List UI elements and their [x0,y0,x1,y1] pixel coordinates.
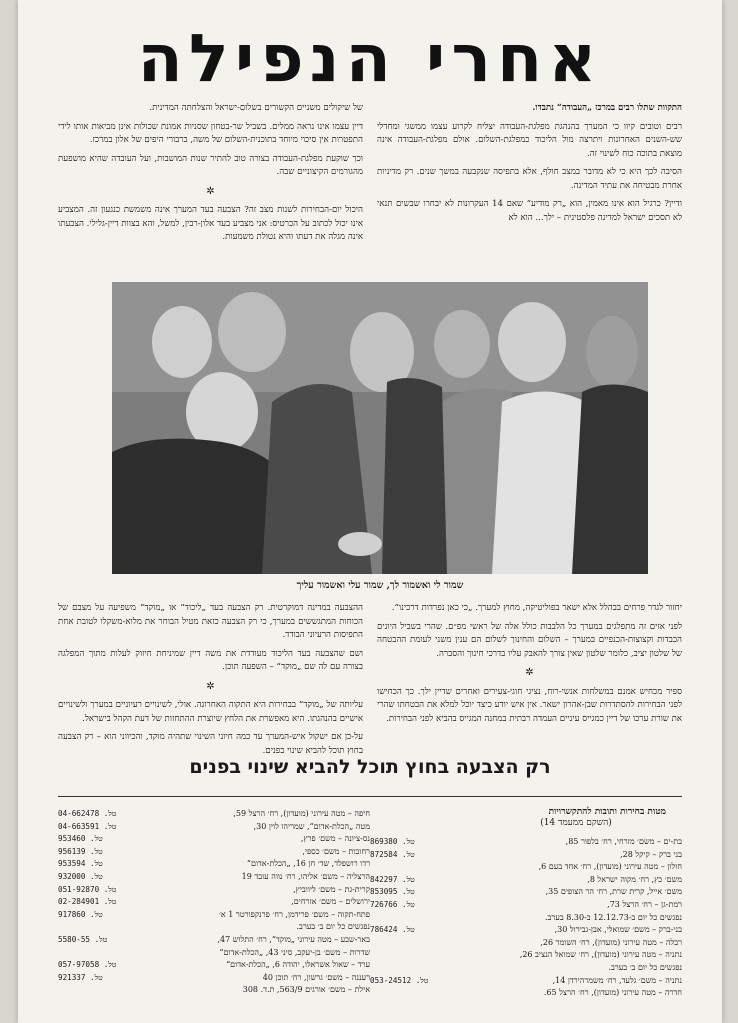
news-photo [112,282,648,574]
office-row [370,886,682,899]
campaign-offices-right-list [370,836,682,1000]
office-address: חיפה – מטה עירוני (מועדון), רח׳ הרצל 59, [233,809,370,818]
office-address: רעננה – משם׳ גרשון, רח׳ תוכן 40 [262,972,370,982]
office-phone: 932000 .טל [58,871,103,881]
office-address: חולון – מטה עירוני (מועדון), רח׳ אחד בעם 6, [538,862,682,872]
office-row [58,808,370,821]
paragraph: התקוות שתלו רבים במרכז „העבודה“ נתבדו. [532,103,682,113]
office-address: חדרה – מטה עירוני (מועדון), רח׳ הרצל 65. [543,988,682,998]
star-divider-icon: ✲ [206,185,215,197]
office-phone: 053-24512 .טל [370,975,429,985]
paragraph: ושם שהצבעה בעד הליכוד מעודדת את משה דיין שמיניחת חיזוק לעלות מתוך המפלגה בצורה עם לה שם „מוקד“ – השפעה תוכן. [58,648,363,672]
office-address: נפגשים כל יום ב׳ בערב. [608,962,682,972]
office-phone: 853095 .טל [370,887,415,897]
star-divider-icon: ✲ [525,667,534,678]
office-address: רדו רושפלד, שד׳ חן 16, „הכלת-אדום“ [246,859,370,869]
office-row [370,899,682,912]
office-row [370,962,682,975]
office-address: ערד – שאול אשראלו, יהודה 6, „הכלת-אדום“ [226,960,370,970]
office-address: רמת-גן – רח׳ הרצל 73, [607,899,682,909]
office-row [370,849,682,862]
paragraph: ההצבעה במדינה דמוקרטית. רק הצבעה בעד „ליכוד“ או „מוקד“ משפיעה על מצבם של הכוחות המתגששים במערך, כי רק הצבעה כזאת מטיל הבוחר את מלוא-משקלו לטובת אחת התפיסות הרעיוני הבודד. [58,603,363,640]
office-address: רבלה – מטה עירוני (מועדון), רח׳ השומר 26, [540,937,682,947]
top-article-right-column [377,102,682,274]
listing-subtitle: (השקם ממעמד 14) [540,818,612,828]
paragraph: ספיר מכחיש אמנם במשלחות אנשי-רוח, נציגי חוגי-צעירים ואחרים שדיין ילך. כך הכחישו לפני הבחירות להסתדרות שבן-אהרון ישאר. אין איש יודע כיצד יוכל למלא את הבטחתו שהרי את שורת ערכו של דיין כמגייס עיניים העמדה רבתית במחנה המגייס בהביא לפני הבחירות. [377,686,682,724]
office-address: נס-ציונה – משם׳ פרץ, [300,834,370,844]
paragraph: עליותה של „מוקד“ בבחירות היא התקוה האחרונה. אולי, לשינויים רעיוניים במערך ולשינויים אישיים בהנהגתו. היא מאפשרת את הלחץ שיוצרת ההתחזות של דעת הקהל בישראל. [58,700,363,724]
top-article-left-column [58,102,363,274]
office-phone: 921337 .טל [58,972,103,982]
mid-article [58,602,682,756]
office-row [58,833,370,846]
paragraph: על-כן אם ישקול איש-המערך עד כמה חיוני השינוי שתהיה מוקד, והכיווני הוא – רק הצבעה בחוץ תוכל להביא שינוי בפנים. [58,732,363,756]
office-row [58,858,370,871]
office-row [58,984,370,997]
office-row [58,884,370,897]
mid-article-right-column [377,602,682,748]
office-address: שדרות – משם׳ בן-יעקב, סיני 43, „הכלת-אדום“ [219,947,370,957]
paragraph: דיין עצמו אינו נראה ממלים. בשביל שר-בטחון שסניות אמונת שכולות אינן מביאות אותו לידי התפטרות אין סיכוי מיוחד בתוכנית-השלום של משה, ברבורי היפים של אלון במרכז. [58,121,363,145]
office-row [58,921,370,934]
office-phone: 057-97058 .טל [58,960,117,970]
office-row [58,896,370,909]
office-row [58,972,370,985]
office-phone: 04-663591 .טל [58,821,117,831]
top-article [58,102,682,274]
bottom-headline: רק הצבעה בחוץ תוכל להביא שינוי בפנים [189,756,551,778]
office-phone: 5580-55 .טל [58,934,108,944]
office-row [58,846,370,859]
office-address: הרצליה – משם׳ אליהו, רח׳ נווה עובד 19 [241,871,370,881]
paragraph: הסיבה לכך היא כי לא מדובר במצב חולף, אלא בתפיסה שנקבעה במשך שנים. רק מדיניות אחרת מבטיחה את עתיד המדינה. [377,167,682,191]
paragraph: יחזור לגדר פרחים בבהלל אלא ישאר בפוליטיקה, מחוץ למערך. „כי כאן נפרדות דרכינו“. [391,603,682,613]
office-row [370,949,682,962]
office-address: ירושלים – משם׳ אזרחים, [291,897,370,907]
group-photo-illustration [112,282,648,574]
office-row [58,871,370,884]
office-address: נפגשים כל יום ב-12.12.73 ב-8.30 בערב. [545,912,682,922]
paragraph: ודיין? כרגיל הוא אינו מאמין, הוא „רק מודיע“ שאם 14 העקרונות לא יבחרו שבשים תנאי לא תסכים ישראל למדינה פלסטינית – ילך... הוא לא [377,199,682,223]
office-address: קרית-גת – משם׳ ליווביץ, [293,884,370,894]
office-row [58,821,370,834]
office-phone: 956139 .טל [58,846,103,856]
page-headline: אחרי הנפילה [137,20,603,97]
office-phone: 917860 .טל [58,909,103,919]
office-phone: 726766 .טל [370,899,415,909]
listing-title-text: מטות בחירות ותובות להתקשרויות [548,807,666,817]
star-divider-icon: ✲ [206,680,215,692]
office-phone: 04-662478 .טל [58,809,117,818]
office-row [58,947,370,960]
office-row [370,874,682,887]
office-phone: 02-284901 .טל [58,897,117,907]
office-address: בני ברק – קיקל 28, [620,849,682,859]
paragraph: וכך שוקעת מפלגת-העבודה בצורה טוב להתיר שנות המושבות, ועל העובדה שהיא מושפעת מהגורמים הקיצוניים שבה. [58,153,363,177]
paragraph: היכול יום-הבחירות לשנות מצב זה? הצבעה בעד המערך אינה משמשת כנגעון זה. המצביע אינו יכול לכתוב על הכרטיס: אני מצביע בעד אלון-רבין, למשל, והא בצוות דיין-גלילי. הצבעתו אינה מגלה את דעתו והיא נטולת משמעות. [58,205,363,242]
office-address: משם׳ כץ, רח׳ מקוה ישראל 8, [587,874,682,884]
office-row [370,924,682,937]
office-address: נפגשים כל יום ב׳ בערב. [296,922,370,932]
office-address: משם׳ אייל, קרית שרת, רח׳ הר הצופים 35, [545,887,682,897]
office-row [370,836,682,849]
office-row [58,959,370,972]
office-address: נתניה – משם׳ גלעד, רח׳ משמרהירדן 14, [552,975,682,985]
section-divider [58,796,682,797]
office-phone: 842297 .טל [370,874,415,884]
office-address: אילת – משם׳ אורגים 563/9, ת.ד. 308 [242,985,370,995]
paragraph: רבים וטובים קיוו כי המערך בהנהגת מפלגת-העבודה יצליח לקרוע עצמו ממשגי ומחדלי שש-השנים האחרונות ויתרצה מול הליכוד כמפלגת-השלום. אולם מפלגת-העבודה אינה מוצאת בתוכה כוח לשינוי זה. [377,121,682,159]
office-address: רחובות – משם׳ כספי, [302,846,370,856]
office-phone: 786424 .טל [370,925,415,935]
office-phone: 953460 .טל [58,834,103,844]
office-row [58,909,370,922]
office-phone: 872584 .טל [370,849,415,859]
office-row [370,975,682,988]
listing-title [366,806,666,828]
office-row [370,937,682,950]
office-address: בת-ים – משם׳ מזרחי, רח׳ בלפור 85, [565,837,682,846]
office-phone: 051-92870 .טל [58,884,117,894]
office-address: פתח-תקוה – משם׳ פרידמן, רח׳ פרנקפורטר 1 א׳ [219,909,370,919]
mid-article-left-column [58,602,363,756]
office-phone: 869380 .טל [370,837,415,846]
campaign-offices-left-list [58,808,370,997]
newspaper-page [18,0,722,1023]
office-row [370,987,682,1000]
office-address: בני-ברק – משם׳ שמואלי, אבן-גבירול 30, [554,925,682,935]
office-address: נתניה – מטה עירוני (מועדון), רח׳ שמואל הנציב 26, [519,950,682,960]
paragraph: לפני אזים זה מתפלגים במערך כל הלבבות כולל אלה של ראשי מפ״ם. שהרי בשביל היונים הכבדות וקצוצות-הכנפיים במערך – השלום והחינוך לשלום הם ענין משני לעומת ההבטחה של שלטון יציב, כלומר שלטון שאין צורך להאבק עליו בדרכי חינוך והסברה. [377,621,682,659]
photo-caption: שמור לי ואשמור לך, שמור עלי ואשמור עליך [296,580,464,591]
paragraph: של שיקולים משניים הקשורים בשלום-ישראל והצלחתה המדינית. [149,103,363,113]
office-row [58,934,370,947]
office-address: באר-שבע – מטה עירוני „מוקד“, רח׳ התלוש 47, [217,934,370,944]
office-row [370,861,682,874]
office-row [370,912,682,925]
office-phone: 953594 .טל [58,859,103,869]
office-address: מטה „הכלת-אדום“, שמריהו לוין 30, [253,821,370,831]
